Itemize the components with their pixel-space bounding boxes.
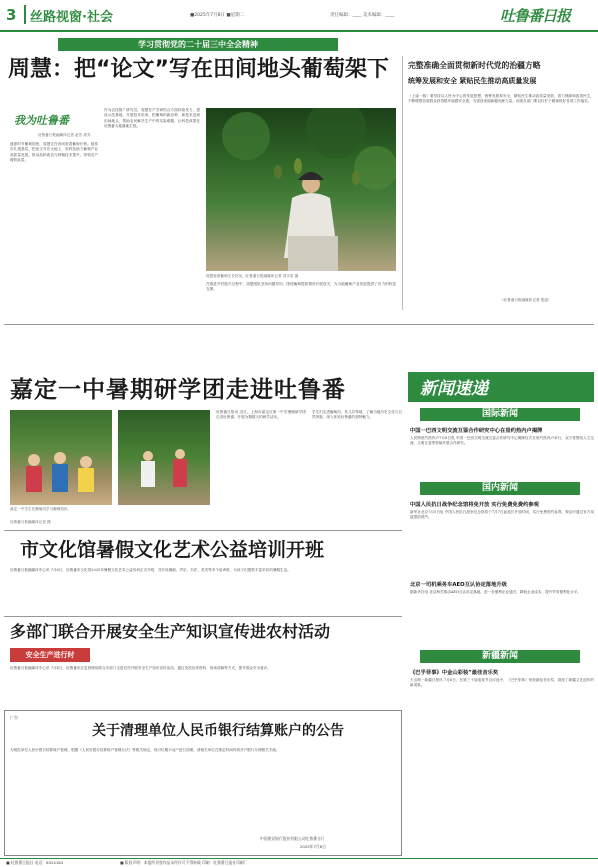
story3-headline: 市文化馆暑假文化艺术公益培训开班 bbox=[20, 539, 325, 561]
footer-right: ■ 版权声明：本报所刊登作品未经许可不得转载 印刷：吐鲁番日报社印刷厂 bbox=[120, 860, 248, 865]
story2-body-a: 吐鲁番日报讯 近日，上海市嘉定区第一中学暑期研学团走进吐鲁番，开展为期数天的研学活动。 bbox=[216, 410, 306, 420]
culture-item-body: 天山网一新疆日报讯 7月6日，在第三十届电视节目评选中，《巴乎菲事》荣获最佳音乐奖，展现了新疆文艺创作的新成果。 bbox=[410, 678, 594, 688]
group-scene bbox=[118, 410, 210, 505]
story4-body: 吐鲁番日报融媒体中心讯 7月4日，吐鲁番市应急管理局联合多部门走进农村开展安全生产知识宣传活动，通过发放宣传资料、现场讲解等方式，提升群众安全意识。 bbox=[10, 666, 271, 670]
vineyard-scene bbox=[206, 108, 396, 271]
right-col-subtitle: 统筹发展和安全 紧贴民生推动高质量发展 bbox=[408, 77, 537, 85]
domestic-item-1-title: 中国人民抗日战争纪念馆将免开放 实行免费免费约参观 bbox=[410, 502, 539, 508]
story2-credit: 吐鲁番日报融媒体记者 摄 bbox=[10, 520, 51, 524]
intl-news-bar: 国际新闻 bbox=[420, 408, 580, 421]
culture-news-bar: 新疆新闻 bbox=[420, 650, 580, 663]
editor-info: 责任编辑：____ 美术编辑：____ bbox=[330, 13, 395, 18]
notice-label: 广告 bbox=[10, 715, 18, 720]
story2-headline: 嘉定一中暑期研学团走进吐鲁番 bbox=[10, 377, 346, 403]
lead-banner: 学习贯彻党的二十届三中全会精神 bbox=[58, 38, 338, 51]
lead-byline: 吐鲁番日报融媒体记者 赵芳 周芳 bbox=[38, 133, 91, 137]
lead-body-col2: 作为农技推广研究员，周慧在产学研结合方面持续发力，建设示范基地，开展技术培训，把葡萄的新品种、新技术送到田间地头，帮助农民解决生产中的实际难题，让科技成果在吐鲁番大地落地生根。 bbox=[104, 108, 200, 129]
story4-tag: 安全生产进行时 bbox=[10, 648, 90, 662]
domestic-news-bar: 国内新闻 bbox=[420, 482, 580, 495]
domestic-item-2-title: 北京一司机乘务车AEO互认协定落地升级 bbox=[410, 582, 507, 588]
culture-item-title: 《巴乎菲事》中金山彩装”最佳音乐奖 bbox=[410, 670, 499, 676]
domestic-item-2-body: 据新华社电 北京海关推动AEO互认协定落地，进一步便利企业通关，降低企业成本，提升贸易便利化水平。 bbox=[410, 590, 582, 594]
news-express-title: 新闻速递 bbox=[420, 379, 488, 399]
notice-signer: 中国建设银行股份有限公司吐鲁番分行 bbox=[260, 836, 325, 841]
story2-rule bbox=[4, 324, 594, 325]
lead-kicker: 我为吐鲁番 bbox=[14, 114, 69, 127]
paper-logo: 吐鲁番日报 bbox=[500, 7, 571, 25]
story2-body-b: 学生们走进葡萄沟、坎儿井等地，了解当地历史文化与自然风貌，深入体验吐鲁番的独特魅力。 bbox=[312, 410, 402, 420]
story4-headline: 多部门联合开展安全生产知识宣传进农村活动 bbox=[10, 622, 331, 641]
notice-date: 2025年7月8日 bbox=[300, 844, 326, 849]
lead-headline: 周慧：把“论文”写在田间地头葡萄架下 bbox=[8, 57, 389, 82]
story2-caption: 嘉定一中学生在葡萄沟学习葡萄知识。 bbox=[10, 507, 72, 511]
masthead bbox=[0, 0, 598, 34]
lead-photo-caption: 周慧查看葡萄生长状况。吐鲁番日报融媒体记者 刘宇浩 摄 bbox=[206, 274, 299, 278]
intl-item-body: 人民网里约热内卢7月6日电 中国一巴西文明交流互鉴合作研究中心揭牌仪式在里约热内卢举行，双方将围绕人文交流、文明互鉴等领域开展合作研究。 bbox=[410, 436, 594, 446]
right-col-title: 完整准确全面贯彻新时代党的治疆方略 bbox=[408, 61, 541, 70]
intl-item-title: 中国一巴西文明交流互鉴合作研究中心在里约热内卢揭牌 bbox=[410, 428, 543, 434]
issue-date: ■2025年7月8日 ■星期二 bbox=[190, 13, 245, 18]
story2-photo bbox=[10, 410, 112, 505]
domestic-item-1-body: 新华社北京7月5日电 中国人民抗日战争纪念馆将于7月7日起延长开放时间，实行免费预约参观，观众可通过官方渠道提前预约。 bbox=[410, 510, 594, 520]
masthead-rule bbox=[0, 30, 598, 32]
footer-rule bbox=[0, 858, 598, 859]
lead-body-col1: 盛夏时节葡萄园里，周慧正在田间查看葡萄长势。她常年扎根基层，把论文写在大地上，用科技助力葡萄产业高质量发展，推动品种改良与种植技术提升，带领农户增收致富。 bbox=[10, 142, 98, 163]
notice-title: 关于清理单位人民币银行结算账户的公告 bbox=[92, 723, 344, 739]
story2-photo-wide bbox=[118, 410, 210, 505]
students-scene bbox=[10, 410, 112, 505]
story3-body: 吐鲁番日报融媒体中心讯 7月6日，吐鲁番市文化馆2025年暑假文化艺术公益培训正式开班，共开设舞蹈、声乐、书法、美术等多个培训班，为孩子们提供丰富多彩的暑期生活。 bbox=[10, 568, 291, 572]
page-number: 3 bbox=[6, 6, 17, 24]
column-divider bbox=[402, 56, 403, 310]
lead-body-col3: 在推进乡村振兴过程中，周慧团队坚持问题导向，围绕葡萄提质增效开展攻关，为当地葡萄产业发展提供了有力的科技支撑。 bbox=[206, 282, 396, 292]
story3-rule bbox=[4, 530, 402, 531]
right-col-body: （上接一版）要坚持以人民为中心的发展思想，统筹发展和安全，紧贴民生推动高质量发展，着力保障和改善民生，不断增强各族群众获得感幸福感安全感，为建设美丽新疆贡献力量。各级各部门要以钉钉子精神抓好各项工作落实。 bbox=[408, 94, 594, 104]
story4-rule bbox=[4, 616, 402, 617]
right-col-note: （吐鲁番日报融媒体记者 报道） bbox=[500, 298, 552, 302]
footer-left: ■ 吐鲁番日报社 电话：8524184 bbox=[6, 860, 64, 865]
lead-photo bbox=[206, 108, 396, 271]
section-name: 丝路视窗·社会 bbox=[30, 10, 113, 25]
notice-body: 为规范单位人民币银行结算账户管理，根据《人民币银行结算账户管理办法》等相关规定，现对长期不动户进行清理，请相关单位在规定时间内到开户银行办理相关手续。 bbox=[10, 748, 280, 752]
